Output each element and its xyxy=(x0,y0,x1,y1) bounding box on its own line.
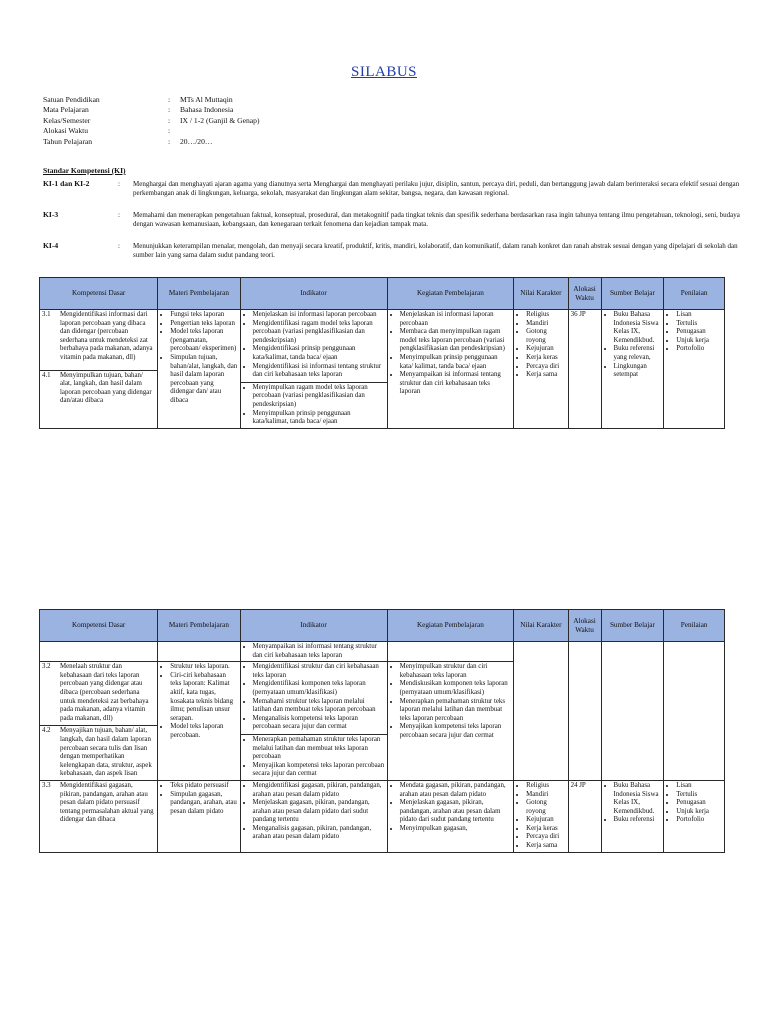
identity-row xyxy=(43,116,723,126)
list-item: • Mengidentifikasi prinsip penggunaan kata/kalimat, tanda baca/ ejaan xyxy=(253,345,385,362)
identity-key: Mata Pelajaran xyxy=(43,105,89,115)
list-item: • Buku referensi yang relevan, xyxy=(614,345,662,362)
column-header: Nilai Karakter xyxy=(514,278,569,310)
column-header: Kegiatan Pembelajaran xyxy=(387,610,514,642)
list-item: • Memahami struktur teks laporan melalui latihan dan membuat teks laporan percobaan xyxy=(253,698,385,715)
penilaian-cell xyxy=(664,780,725,852)
list-item: • Mengidentifikasi isi informasi tentang struktur dan ciri kebahasaan teks laporan xyxy=(253,363,385,380)
identity-row xyxy=(43,126,723,136)
alokasi-cell: 36 JP xyxy=(568,310,601,429)
ki-colon: : xyxy=(118,211,120,219)
ki-label: KI-1 dan KI-2 xyxy=(43,179,90,188)
ki-colon: : xyxy=(118,180,120,188)
indikator-cell xyxy=(240,310,387,429)
list-item: • Portofolio xyxy=(676,345,722,354)
list-item: • Lisan xyxy=(676,782,722,791)
nilai-karakter-cell xyxy=(514,310,569,429)
materi-cell xyxy=(158,780,240,852)
ki-text: Memahami dan menerapkan pengetahuan faktual, konseptual, prosedural, dan metakognitif pada tingkat teknis dan spesifik sederhana berdasarkan rasa ingin tahunya tentang ilmu pengetahuan, teknologi, seni, budaya dengan wawasan kemanusiaan, kebangsaan, dan kenegaraan terkait fenomena dan kejadian tampak mata. xyxy=(133,211,740,228)
identity-key: Tahun Pelajaran xyxy=(43,136,93,146)
kegiatan-cell xyxy=(387,310,514,429)
list-item: • Mengidentifikasi struktur dan ciri kebahasaan teks laporan xyxy=(253,663,385,680)
list-item: • Menyimpulkan struktur dan ciri kebahasaan teks laporan xyxy=(400,663,512,680)
list-item: • Menjelaskan isi informasi laporan percobaan xyxy=(400,311,512,328)
bullet-list xyxy=(160,782,237,816)
identity-colon: : xyxy=(168,105,171,115)
bullet-list xyxy=(390,782,512,834)
column-header: Nilai Karakter xyxy=(514,610,569,642)
list-item: • Menyajikan kompetensi teks laporan percobaan secara jujur dan cermat xyxy=(400,723,512,740)
kompetensi-dasar-cell xyxy=(40,662,158,781)
kd-text: Mengidentifikasi gagasan, pikiran, pandangan, arahan atau pesan dalam pidato persuasif tentang permasalahan aktual yang didengar dan dibaca xyxy=(60,781,154,824)
column-header: Indikator xyxy=(240,278,387,310)
bullet-list xyxy=(160,311,237,406)
kd-item xyxy=(42,311,155,363)
list-item: • Portofolio xyxy=(676,816,722,825)
column-header: Materi Pembelajaran xyxy=(158,610,240,642)
kompetensi-dasar-cell xyxy=(40,780,158,852)
bullet-list xyxy=(516,311,566,380)
identity-colon: : xyxy=(168,95,171,104)
bullet-list xyxy=(604,311,662,380)
list-item: • Fungsi teks laporan xyxy=(170,311,237,320)
list-item: • Menjelaskan isi informasi laporan percobaan xyxy=(253,311,385,320)
table-row xyxy=(40,642,725,662)
materi-cell xyxy=(158,310,240,429)
list-item: • Simpulan gagasan, pandangan, arahan, atau pesan dalam pidato xyxy=(170,791,237,817)
column-header: Kegiatan Pembelajaran xyxy=(387,278,514,310)
bullet-list xyxy=(390,663,512,740)
ki-label: KI-3 xyxy=(43,210,59,219)
nilai-karakter-cell xyxy=(514,780,569,852)
kd-number: 3.3 xyxy=(42,781,51,789)
identity-row xyxy=(43,137,723,147)
kd-text: Menelaah struktur dan kebahasaan dari teks laporan percobaan yang didengar atau dibaca (percobaan sederhana untuk mendeteksi zat berbahaya pada makanan, adanya vitamin pada makanan, dll) xyxy=(60,663,149,722)
bullet-list xyxy=(243,782,385,842)
list-item: • Mendata gagasan, pikiran, pandangan, arahan atau pesan dalam pidato xyxy=(400,782,512,799)
syllabus-table-1 xyxy=(39,277,725,429)
identity-colon: : xyxy=(168,115,171,125)
bullet-list xyxy=(160,663,237,740)
column-header: Sumber Belajar xyxy=(601,610,664,642)
column-header: Kompetensi Dasar xyxy=(40,610,158,642)
kd-text: Mengidentifikasi informasi dari laporan percobaan yang dibaca dan didengar (percobaan sederhana untuk mendeteksi zat berbahaya pada makanan, adanya vitamin pada makanan, dll) xyxy=(60,311,153,361)
identity-value: MTs Al Muttaqin xyxy=(180,95,233,104)
kd-item xyxy=(42,782,155,825)
list-item: • Lingkungan setempat xyxy=(614,363,662,380)
list-item: • Gotong royong xyxy=(526,799,566,816)
bullet-list xyxy=(243,311,385,380)
penilaian-cell xyxy=(664,310,725,429)
kompetensi-dasar-cell xyxy=(40,642,158,662)
sumber-cell xyxy=(601,642,664,781)
bullet-list xyxy=(516,782,566,851)
list-item: • Menerapkan pemahaman struktur teks laporan melalui latihan dan membuat teks laporan percobaan xyxy=(400,698,512,724)
identity-table xyxy=(43,95,723,147)
kd-text: Menyimpulkan tujuan, bahan/ alat, langkah, dan hasil dalam laporan percobaan yang didengar dan/atau dibaca xyxy=(60,371,152,405)
list-item: • Pengertian teks laporan xyxy=(170,320,237,329)
syllabus-table-2 xyxy=(39,609,725,853)
ki-label: KI-4 xyxy=(43,241,59,250)
list-item: • Mengidentifikasi gagasan, pikiran, pandangan, arahan atau pesan dalam pidato xyxy=(253,782,385,799)
list-item: • Mengidentifikasi ragam model teks laporan percobaan (variasi pengklasifikasian dan pendeskripsian) xyxy=(253,320,385,346)
list-item: • Religius xyxy=(526,311,566,320)
list-item: • Tertulis xyxy=(676,791,722,800)
list-item: • Ciri-ciri kebahasaan teks laporan: Kalimat aktif, kata tugas, kosakata teknis bidang ilmu; penulisan unsur serapan. xyxy=(170,672,237,724)
column-header: Alokasi Waktu xyxy=(568,610,601,642)
list-item: • Struktur teks laporan. xyxy=(170,663,237,672)
kd-number: 3.2 xyxy=(42,663,51,671)
list-item: • Kerja sama xyxy=(526,842,566,851)
identity-key: Alokasi Waktu xyxy=(43,126,89,136)
list-item: • Membaca dan menyimpulkan ragam model teks laporan percobaan (variasi pengklasifikasian dan pendeskripsian) xyxy=(400,328,512,354)
column-header: Indikator xyxy=(240,610,387,642)
bullet-list xyxy=(666,311,722,354)
penilaian-cell xyxy=(664,642,725,781)
table-row xyxy=(40,780,725,852)
list-item: • Simpulan tujuan, bahan/alat, langkah, dan hasil dalam laporan percobaan yang didengar dan/ atau dibaca xyxy=(170,354,237,406)
list-item: • Gotong royong xyxy=(526,328,566,345)
bullet-list xyxy=(243,384,385,427)
kegiatan-cell xyxy=(387,780,514,852)
list-item: • Mengidentifikasi komponen teks laporan (pernyataan umum/klasifikasi) xyxy=(253,680,385,697)
list-item: • Teks pidato persuasif xyxy=(170,782,237,791)
list-item: • Penugasan xyxy=(676,799,722,808)
bullet-list xyxy=(243,643,385,660)
nilai-karakter-cell xyxy=(514,642,569,781)
identity-colon: : xyxy=(168,136,171,146)
column-header: Sumber Belajar xyxy=(601,278,664,310)
identity-key: Kelas/Semester xyxy=(43,115,91,125)
bullet-list xyxy=(390,311,512,397)
bullet-list xyxy=(243,736,385,779)
alokasi-cell xyxy=(568,642,601,781)
list-item: • Religius xyxy=(526,782,566,791)
list-item: • Unjuk kerja xyxy=(676,808,722,817)
identity-value: 20…/20… xyxy=(180,136,213,146)
list-item: • Mandiri xyxy=(526,320,566,329)
indikator-cell xyxy=(240,662,387,781)
kd-item xyxy=(42,663,155,723)
table-header-row xyxy=(40,278,725,310)
table-row xyxy=(40,310,725,429)
list-item: • Penugasan xyxy=(676,328,722,337)
materi-cell xyxy=(158,642,240,662)
list-item: • Menyimpulkan gagasan, xyxy=(400,825,512,834)
identity-value: Bahasa Indonesia xyxy=(180,105,234,115)
identity-colon: : xyxy=(168,126,171,136)
list-item: • Kejujuran xyxy=(526,816,566,825)
list-item: • Tertulis xyxy=(676,320,722,329)
list-item: • Kerja sama xyxy=(526,371,566,380)
list-item: • Kerja keras xyxy=(526,825,566,834)
indikator-cell xyxy=(240,642,387,662)
list-item: • Lisan xyxy=(676,311,722,320)
column-header: Kompetensi Dasar xyxy=(40,278,158,310)
identity-value xyxy=(180,126,723,136)
column-header: Materi Pembelajaran xyxy=(158,278,240,310)
column-header: Alokasi Waktu xyxy=(568,278,601,310)
list-item: • Model teks laporan percobaan. xyxy=(170,723,237,740)
kd-number: 3.1 xyxy=(42,311,51,318)
column-header: Penilaian xyxy=(664,610,725,642)
list-item: • Buku Bahasa Indonesia Siswa Kelas IX, Kemendikbud. xyxy=(614,311,662,345)
kegiatan-cell xyxy=(387,642,514,662)
list-item: • Menyajikan kompetensi teks laporan percobaan secara jujur dan cermat xyxy=(253,762,385,779)
list-item: • Kejujuran xyxy=(526,345,566,354)
list-item: • Menyimpulkan ragam model teks laporan percobaan (variasi pengklasifikasian dan pendeskripsian) xyxy=(253,384,385,410)
sumber-cell xyxy=(601,310,664,429)
list-item: • Menganalisis gagasan, pikiran, pandangan, arahan atau pesan dalam pidato xyxy=(253,825,385,842)
indikator-cell xyxy=(240,780,387,852)
list-item: • Menjelaskan gagasan, pikiran, pandangan, arahan atau pesan dalam pidato dari sudut pandang tertentu xyxy=(400,799,512,825)
list-item: • Percaya diri xyxy=(526,833,566,842)
list-item: • Buku Bahasa Indonesia Siswa Kelas IX, Kemendikbud. xyxy=(614,782,662,816)
identity-key: Satuan Pendidikan xyxy=(43,95,100,104)
list-item: • Menyampaikan isi informasi tentang struktur dan ciri kebahasaan teks laporan xyxy=(400,371,512,397)
identity-row xyxy=(43,95,723,105)
list-item: • Menyimpulkan prinsip penggunaan kata/ kalimat, tanda baca/ ejaan xyxy=(400,354,512,371)
column-header: Penilaian xyxy=(664,278,725,310)
list-item: • Mendiskusikan komponen teks laporan (pernyataan umum/klasifikasi) xyxy=(400,680,512,697)
list-item: • Mandiri xyxy=(526,791,566,800)
identity-value: IX / 1-2 (Ganjil & Genap) xyxy=(180,115,260,125)
kd-item xyxy=(40,370,157,406)
table-header-row xyxy=(40,610,725,642)
ki-colon: : xyxy=(118,242,120,250)
identity-row xyxy=(43,105,723,115)
kd-item xyxy=(40,725,157,779)
list-item: • Menerapkan pemahaman struktur teks laporan melalui latihan dan membuat teks laporan percobaan xyxy=(253,736,385,762)
ki-heading: Standar Kompetensi (KI) xyxy=(43,166,126,175)
kompetensi-dasar-cell xyxy=(40,310,158,429)
list-item: • Model teks laporan (pengamatan, percobaan/ eksperimen) xyxy=(170,328,237,354)
kd-text: Menyajikan tujuan, bahan/ alat, langkah, dan hasil dalam laporan percobaan secara tulis dan lisan dengan memperhatikan kelengkapan data, struktur, aspek kebahasaan, dan aspek lisan xyxy=(60,727,152,778)
document-title: SILABUS xyxy=(350,64,417,80)
list-item: • Menyimpulkan prinsip penggunaan kata/kalimat, tanda baca/ ejaan xyxy=(253,410,385,427)
alokasi-cell: 24 JP xyxy=(568,780,601,852)
kd-number: 4.1 xyxy=(42,371,51,379)
kegiatan-cell xyxy=(387,662,514,781)
list-item: • Menganalisis kompetensi teks laporan percobaan secara jujur dan cermat xyxy=(253,715,385,732)
bullet-list xyxy=(243,663,385,732)
ki-text: Menghargai dan menghayati ajaran agama yang dianutnya serta Menghargai dan menghayati perilaku jujur, disiplin, santun, percaya diri, peduli, dan bertanggung jawab dalam berinteraksi secara efektif sesuai dengan perkembangan anak di lingkungan, keluarga, sekolah, masyarakat dan lingkungan alam sekitar, bangsa, negara, dan kawasan regional. xyxy=(133,180,740,197)
list-item: • Kerja keras xyxy=(526,354,566,363)
list-item: • Buku referensi xyxy=(614,816,662,825)
bullet-list xyxy=(666,782,722,825)
kd-number: 4.2 xyxy=(42,727,51,735)
bullet-list xyxy=(604,782,662,825)
list-item: • Unjuk kerja xyxy=(676,337,722,346)
materi-cell xyxy=(158,662,240,781)
list-item: • Menjelaskan gagasan, pikiran, pandangan, arahan atau pesan dalam pidato dari sudut pandang tertentu xyxy=(253,799,385,825)
list-item: • Percaya diri xyxy=(526,363,566,372)
sumber-cell xyxy=(601,780,664,852)
ki-text: Menunjukkan keterampilan menalar, mengolah, dan menyaji secara kreatif, produktif, kritis, mandiri, kolaboratif, dan komunikatif, dalam ranah konkret dan ranah abstrak sesuai dengan yang dipelajari di sekolah dan sumber lain yang sama dalam sudut pandang teori. xyxy=(133,242,738,259)
list-item: • Menyampaikan isi informasi tentang struktur dan ciri kebahasaan teks laporan xyxy=(253,643,385,660)
